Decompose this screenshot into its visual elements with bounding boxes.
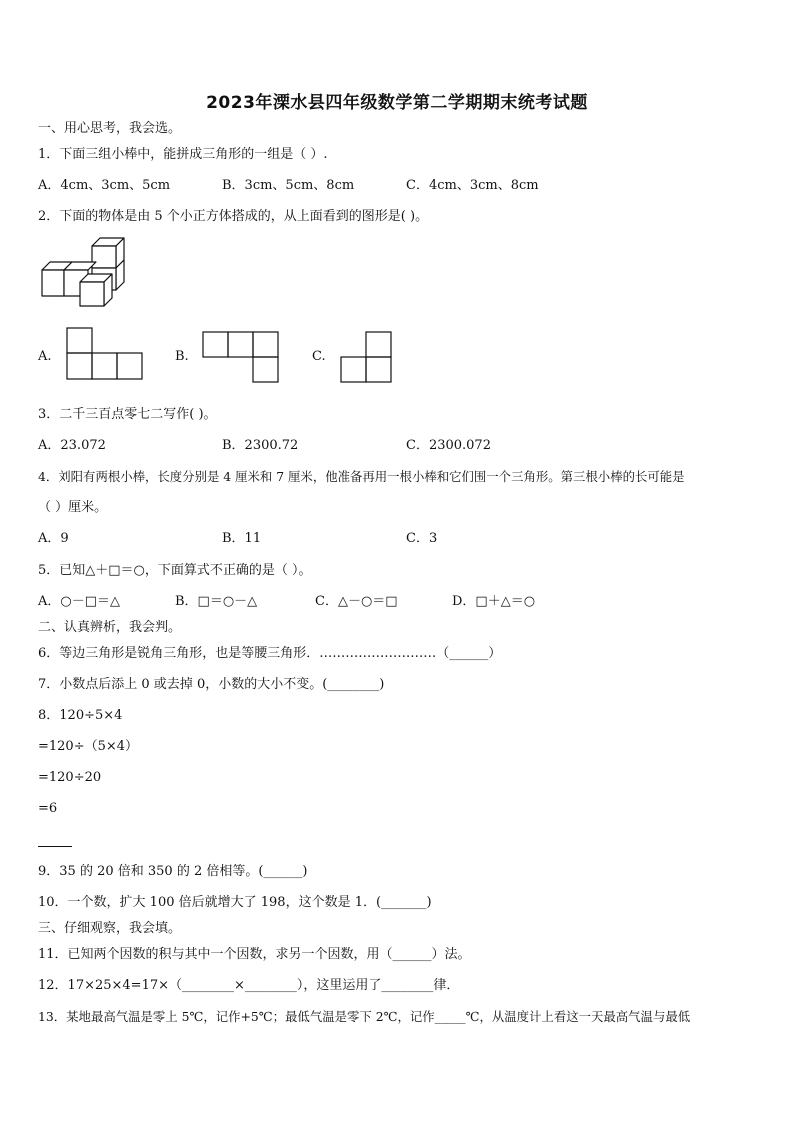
- page-title: 2023年溧水县四年级数学第二学期期末统考试题: [206, 93, 588, 113]
- cube-stack-figure: [38, 236, 138, 310]
- question-2-stem: 2．下面的物体是由 5 个小正方体搭成的，从上面看到的图形是( )。: [38, 209, 429, 224]
- question-1-option-a: A．4cm、3cm、5cm: [38, 178, 171, 193]
- question-8-line-4: =6: [38, 801, 58, 816]
- question-1-option-c: C．4cm、3cm、8cm: [406, 178, 539, 193]
- question-13: 13．某地最高气温是零上 5℃，记作+5℃；最低气温是零下 2℃，记作_____℃，从温度计上看这一天最高气温与最低: [38, 1009, 691, 1024]
- question-6: 6．等边三角形是锐角三角形，也是等腰三角形．………………………（______）: [38, 646, 502, 661]
- question-8-answer-blank: [38, 846, 72, 847]
- question-3-option-b: B．2300.72: [222, 438, 299, 453]
- question-4-option-c: C．3: [406, 531, 438, 546]
- section-heading-1: 一、用心思考，我会选。: [38, 121, 182, 136]
- question-8-line-1: 8．120÷5×4: [38, 708, 123, 723]
- option-a-top-view-figure: [66, 327, 144, 381]
- section-heading-2: 二、认真辨析，我会判。: [38, 620, 182, 635]
- question-12: 12．17×25×4=17×（________×________），这里运用了________律．: [38, 978, 460, 993]
- question-5-option-b: B．□＝○－△: [175, 594, 258, 609]
- question-1-option-b: B．3cm、5cm、8cm: [222, 178, 355, 193]
- question-3-stem: 3．二千三百点零七二写作( )。: [38, 407, 217, 422]
- question-8-line-3: =120÷20: [38, 770, 102, 785]
- question-5-option-c: C．△－○＝□: [315, 594, 398, 609]
- question-4-option-a: A．9: [38, 531, 69, 546]
- question-1-stem: 1．下面三组小棒中，能拼成三角形的一组是（ ）.: [38, 147, 328, 162]
- question-2-option-a: A.: [38, 349, 52, 364]
- question-4-option-b: B．11: [222, 531, 262, 546]
- question-2-option-b: B.: [175, 349, 189, 364]
- question-5-option-a: A．○－□＝△: [38, 594, 121, 609]
- question-4-stem-line-1: 4．刘阳有两根小棒，长度分别是 4 厘米和 7 厘米，他准备再用一根小棒和它们围一个三角形。第三根小棒的长可能是: [38, 469, 685, 484]
- option-b-top-view-figure: [202, 331, 280, 383]
- question-8-line-2: =120÷（5×4）: [38, 739, 139, 754]
- question-3-option-c: C．2300.072: [406, 438, 491, 453]
- section-heading-3: 三、仔细观察，我会填。: [38, 921, 182, 936]
- option-c-top-view-figure: [340, 331, 392, 383]
- question-2-option-c: C.: [312, 349, 326, 364]
- question-11: 11．已知两个因数的积与其中一个因数，求另一个因数，用（______）法。: [38, 947, 471, 962]
- question-3-option-a: A．23.072: [38, 438, 106, 453]
- question-7: 7．小数点后添上 0 或去掉 0，小数的大小不变。(________): [38, 677, 385, 692]
- question-4-stem-line-2: （ ）厘米。: [38, 500, 108, 515]
- question-5-stem: 5．已知△＋□＝○，下面算式不正确的是（ ）。: [38, 563, 312, 578]
- question-10: 10．一个数，扩大 100 倍后就增大了 198，这个数是 1．(_______): [38, 895, 432, 910]
- question-5-option-d: D．□＋△＝○: [452, 594, 536, 609]
- question-9: 9．35 的 20 倍和 350 的 2 倍相等。(______): [38, 864, 308, 879]
